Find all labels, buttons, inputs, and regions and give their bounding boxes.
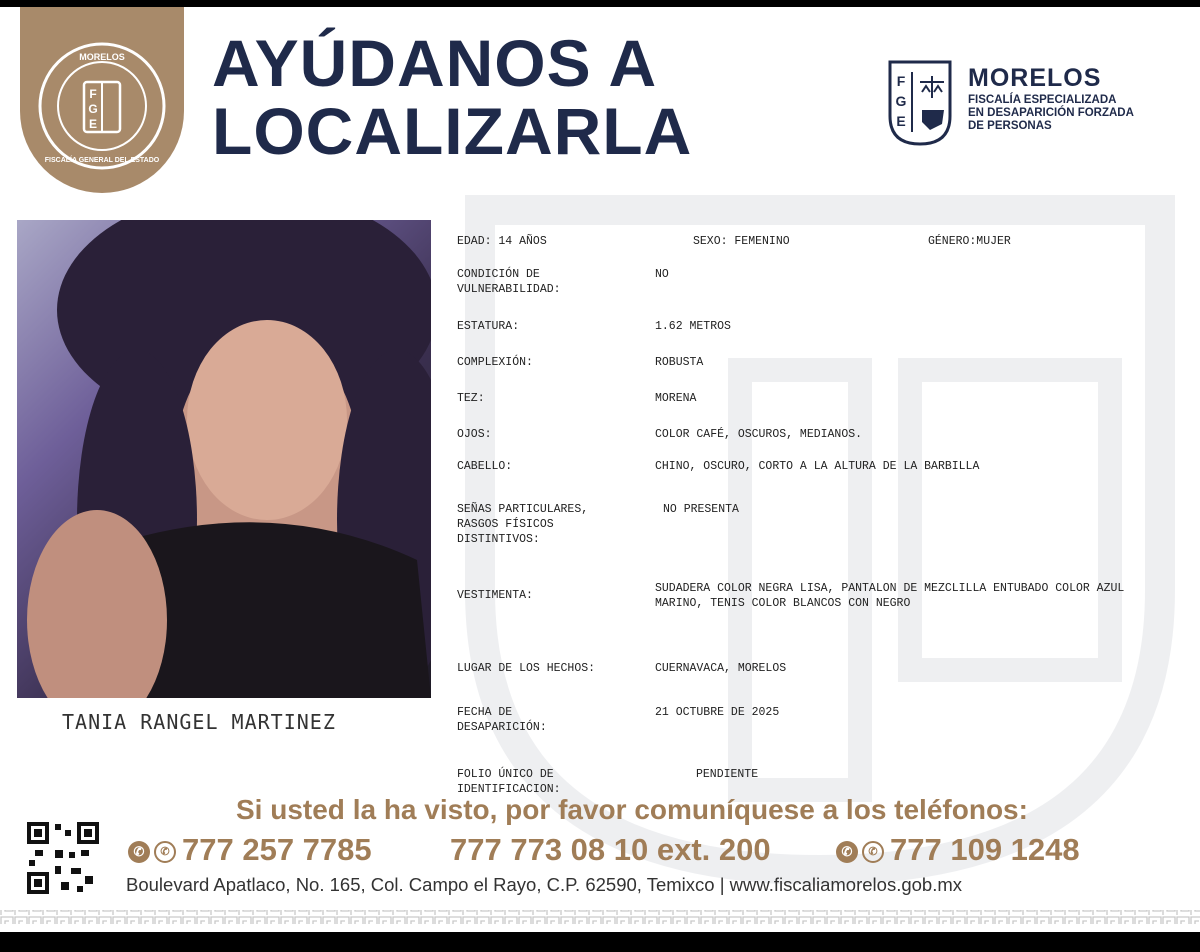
value-ojos: COLOR CAFÉ, OSCUROS, MEDIANOS.: [655, 428, 863, 441]
seal-ring-text: FISCALÍA GENERAL DEL ESTADO: [44, 157, 160, 164]
brand-subtitle: [968, 94, 1178, 133]
label-folio: FOLIO ÚNICO DE IDENTIFICACION:: [457, 768, 561, 796]
phone-icon: ✆: [836, 841, 858, 863]
value-folio: PENDIENTE: [696, 768, 759, 781]
value-estatura: 1.62 METROS: [655, 320, 731, 333]
detail-sexo: SEXO: FEMENINO: [693, 235, 790, 248]
value-cabello: CHINO, OSCURO, CORTO A LA ALTURA DE LA BARBILLA: [655, 460, 980, 473]
seal-letter-e: E: [88, 117, 98, 131]
phone-3-number: 777 109 1248: [890, 832, 1080, 867]
phone-1-number: 777 257 7785: [182, 832, 372, 867]
call-to-action: Si usted la ha visto, por favor comuníquese a los teléfonos:: [236, 794, 1028, 825]
headline-line-1: AYÚDANOS A: [212, 26, 658, 100]
detail-genero: GÉNERO:MUJER: [928, 235, 1011, 248]
label-cabello: CABELLO:: [457, 460, 513, 473]
top-band: [0, 0, 1200, 7]
whatsapp-icon: ✆: [154, 841, 176, 863]
brand-subtitle-line-1: FISCALÍA ESPECIALIZADA: [968, 94, 1117, 106]
value-vestimenta: SUDADERA COLOR NEGRA LISA, PANTALON DE MEZCLILLA ENTUBADO COLOR AZUL MARINO, TENIS COLOR BLANCOS CON NEGRO: [655, 582, 1125, 610]
bottom-band: [0, 932, 1200, 952]
label-tez: TEZ:: [457, 392, 485, 405]
seal-letter-g: G: [88, 102, 98, 116]
value-complexion: ROBUSTA: [655, 356, 704, 369]
brand-letter-e: E: [896, 113, 906, 129]
missing-person-photo: [17, 220, 431, 698]
qr-code-icon[interactable]: [25, 820, 101, 896]
decorative-border-pattern: [0, 902, 1200, 932]
headline-line-2: LOCALIZARLA: [212, 94, 693, 168]
value-lugar: CUERNAVACA, MORELOS: [655, 662, 787, 675]
brand-letter-f: F: [896, 73, 906, 89]
fge-brand-logo-icon: [886, 58, 954, 148]
phone-2[interactable]: 777 773 08 10 ext. 200: [450, 832, 771, 867]
value-vulnerabilidad: NO: [655, 268, 669, 281]
label-lugar: LUGAR DE LOS HECHOS:: [457, 662, 596, 675]
fge-seal-icon: [36, 40, 168, 172]
label-ojos: OJOS:: [457, 428, 492, 441]
person-name: TANIA RANGEL MARTINEZ: [62, 710, 336, 734]
phone-icon: ✆: [128, 841, 150, 863]
value-senas: NO PRESENTA: [663, 503, 739, 516]
seal-letter-f: F: [89, 87, 97, 101]
label-estatura: ESTATURA:: [457, 320, 520, 333]
label-complexion: COMPLEXIÓN:: [457, 356, 533, 369]
label-vulnerabilidad: CONDICIÓN DE VULNERABILIDAD:: [457, 268, 561, 296]
brand-name: MORELOS: [968, 64, 1102, 92]
label-vestimenta: VESTIMENTA:: [457, 589, 533, 602]
label-fecha: FECHA DE DESAPARICIÓN:: [457, 706, 547, 734]
brand-letter-g: G: [895, 93, 907, 109]
phone-3[interactable]: [836, 832, 1080, 868]
scales-icon: [920, 76, 944, 98]
seal-top-text: MORELOS: [79, 52, 125, 62]
value-tez: MORENA: [655, 392, 697, 405]
address-and-website: Boulevard Apatlaco, No. 165, Col. Campo el Rayo, C.P. 62590, Temixco | www.fiscaliamorelos.gob.mx: [126, 874, 963, 895]
label-senas: SEÑAS PARTICULARES, RASGOS FÍSICOS DISTINTIVOS:: [457, 503, 589, 546]
detail-edad: EDAD: 14 AÑOS: [457, 235, 547, 248]
whatsapp-icon: ✆: [862, 841, 884, 863]
brand-subtitle-line-3: DE PERSONAS: [968, 120, 1052, 132]
value-fecha: 21 OCTUBRE DE 2025: [655, 706, 780, 719]
brand-subtitle-line-2: EN DESAPARICIÓN FORZADA: [968, 107, 1134, 119]
phone-1[interactable]: [128, 832, 372, 868]
